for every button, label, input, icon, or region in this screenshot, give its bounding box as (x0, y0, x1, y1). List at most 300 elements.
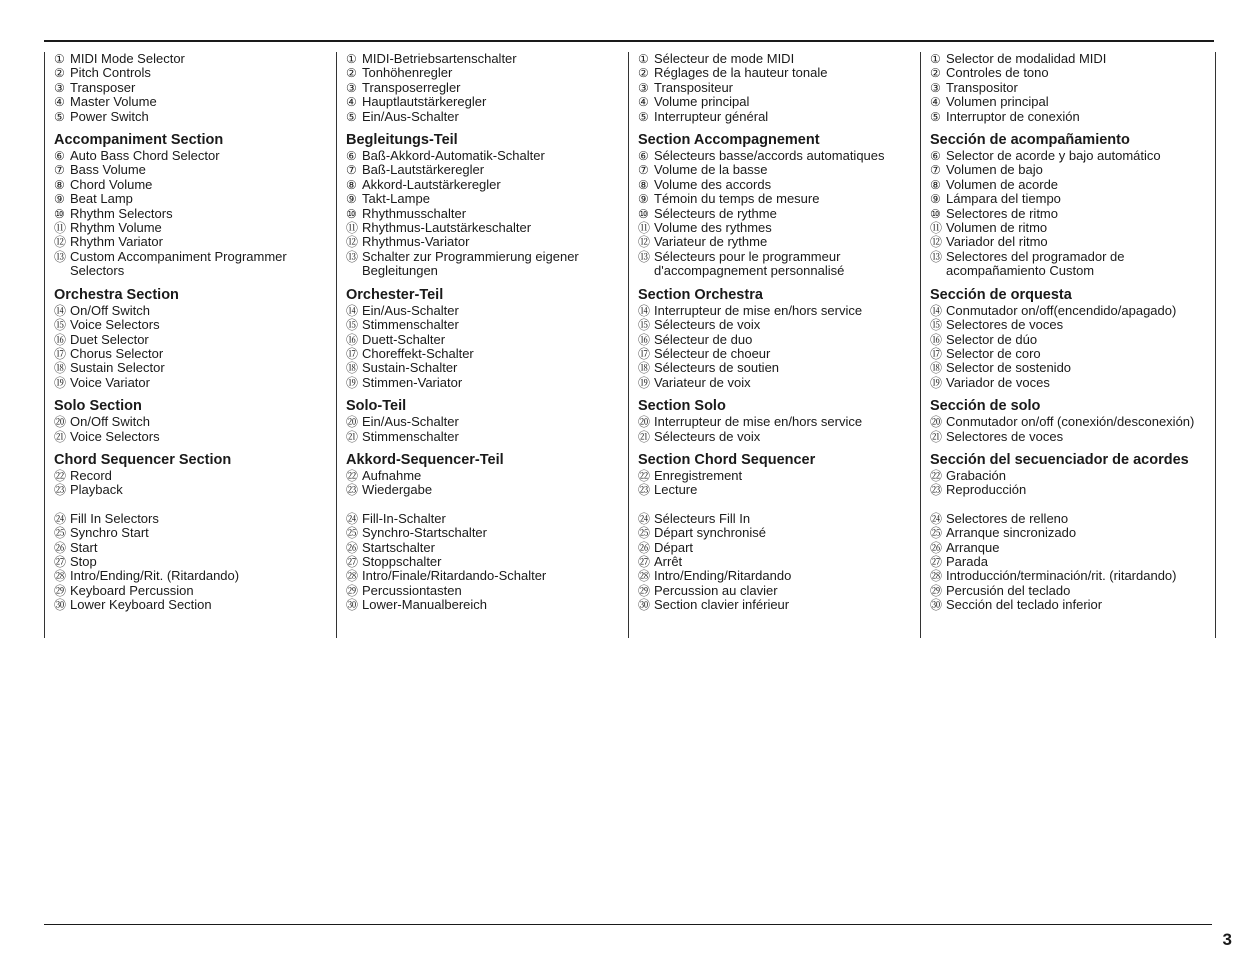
item-number: ㉘ (930, 569, 943, 584)
list-item (346, 318, 601, 332)
list-item (930, 250, 1215, 279)
list-item (930, 318, 1215, 332)
item-label: On/Off Switch (70, 302, 150, 318)
list-item (54, 555, 309, 569)
list-item (54, 95, 309, 109)
item-label: Akkord-Lautstärkeregler (362, 176, 501, 192)
item-number: ㉖ (638, 540, 651, 555)
item-label: Sélecteur de mode MIDI (654, 51, 795, 66)
item-number: ⑯ (930, 332, 943, 347)
item-number: ㉖ (54, 540, 67, 555)
list-item (346, 376, 601, 390)
item-label: Interrupteur de mise en/hors service (654, 302, 863, 318)
item-label: On/Off Switch (70, 414, 150, 430)
section-gap (930, 498, 1215, 512)
item-number: ⑰ (54, 346, 67, 361)
item-number: ㉗ (638, 554, 651, 569)
item-number: ⑪ (638, 221, 651, 236)
item-label: Reproducción (946, 482, 1027, 498)
item-label: Sélecteurs de soutien (654, 360, 780, 376)
item-number: ⑲ (54, 375, 67, 390)
item-number: ⑯ (346, 332, 359, 347)
item-label: Start (70, 539, 98, 555)
item-label: Selector de sostenido (946, 360, 1072, 376)
item-label: Volume des accords (654, 176, 772, 192)
item-number: ㉚ (638, 598, 651, 613)
item-label: Section clavier inférieur (654, 597, 790, 613)
item-label: Transposerregler (362, 79, 461, 95)
item-number: ④ (346, 95, 357, 110)
item-number: ⑮ (346, 318, 359, 333)
item-label: Sélecteurs de rythme (654, 205, 777, 221)
list-item (346, 541, 601, 555)
list-item (54, 149, 309, 163)
item-label: Selector de acorde y bajo automático (946, 148, 1161, 164)
list-item (930, 376, 1215, 390)
item-number: ⑥ (930, 149, 941, 164)
item-number: ⑳ (930, 415, 943, 430)
item-number: ④ (54, 95, 65, 110)
item-number: ⑳ (638, 415, 651, 430)
item-number: ⑧ (54, 177, 65, 192)
list-item (930, 361, 1215, 375)
item-label: Lower-Manualbereich (362, 597, 488, 613)
list-item (54, 526, 309, 540)
list-item (930, 149, 1215, 163)
item-label: Aufnahme (362, 467, 422, 483)
list-item (54, 347, 309, 361)
item-number: ① (638, 52, 649, 66)
item-label: Sustain Selector (70, 360, 165, 376)
list-item (54, 221, 309, 235)
item-label: Parada (946, 553, 988, 569)
item-number: ⑦ (346, 163, 357, 178)
item-label: Fill-In-Schalter (362, 510, 446, 526)
item-number: ④ (930, 95, 941, 110)
list-item (346, 512, 601, 526)
item-number: ⑭ (346, 303, 359, 318)
item-number: ㉑ (930, 429, 943, 444)
item-number: ㉓ (346, 483, 359, 498)
item-number: ㉔ (638, 511, 651, 526)
list-item (638, 304, 898, 318)
list-item (638, 430, 898, 444)
item-label: Arranque sincronizado (946, 525, 1077, 541)
list-item (638, 569, 898, 583)
list-item (638, 376, 898, 390)
item-label: Percussiontasten (362, 582, 462, 598)
column-french (628, 52, 898, 638)
item-label: Interrupteur de mise en/hors service (654, 414, 863, 430)
list-item (54, 235, 309, 249)
item-label: Startschalter (362, 539, 435, 555)
list-item (638, 149, 898, 163)
list-item (54, 430, 309, 444)
list-item (930, 235, 1215, 249)
item-label: Duett-Schalter (362, 331, 446, 347)
item-label: Playback (70, 482, 123, 498)
item-number: ⑯ (54, 332, 67, 347)
item-number: ⑤ (346, 109, 357, 124)
item-label: Transpositor (946, 79, 1018, 95)
item-label: Conmutador on/off (conexión/desconexión) (946, 414, 1195, 430)
list-item (638, 81, 898, 95)
item-number: ⑲ (930, 375, 943, 390)
item-number: ㉒ (638, 468, 651, 483)
item-number: ③ (346, 80, 357, 95)
item-number: ⑫ (930, 235, 943, 250)
list-item (346, 192, 601, 206)
section-heading: Accompaniment Section (54, 132, 224, 149)
item-label: Stimmen-Variator (362, 374, 463, 390)
list-item (346, 66, 601, 80)
list-item (930, 512, 1215, 526)
section-gap (346, 498, 601, 512)
item-number: ㉒ (346, 468, 359, 483)
item-label: Percussion au clavier (654, 582, 778, 598)
item-number: ⑦ (54, 163, 65, 178)
item-number: ⑰ (930, 346, 943, 361)
item-number: ㉙ (930, 583, 943, 598)
list-item (930, 192, 1215, 206)
list-item (346, 149, 601, 163)
item-number: ⑤ (930, 109, 941, 124)
item-label: Schalter zur Programmierung eigener Begleitungen (362, 248, 579, 279)
item-label: Stimmenschalter (362, 428, 459, 444)
item-number: ㉓ (638, 483, 651, 498)
item-label: Rhythmus-Lautstärkeschalter (362, 220, 532, 236)
item-label: Départ synchronisé (654, 525, 766, 541)
list-item (346, 361, 601, 375)
list-item (346, 52, 601, 66)
item-label: Auto Bass Chord Selector (70, 148, 220, 164)
item-label: Ein/Aus-Schalter (362, 414, 459, 430)
list-item (54, 163, 309, 177)
list-item (638, 178, 898, 192)
item-label: Sélecteurs pour le programmeur d'accompagnement personnalisé (654, 248, 845, 279)
item-number: ⑯ (638, 332, 651, 347)
section-heading: Solo Section (54, 398, 142, 415)
item-label: Lecture (654, 482, 698, 498)
item-label: Lámpara del tiempo (946, 191, 1061, 207)
list-item (638, 555, 898, 569)
item-label: Hauptlautstärkeregler (362, 94, 487, 110)
item-number: ⑪ (346, 221, 359, 236)
item-number: ㉘ (346, 569, 359, 584)
column-english (44, 52, 309, 638)
list-item (346, 469, 601, 483)
item-label: Volumen de bajo (946, 162, 1043, 178)
list-item (54, 178, 309, 192)
list-item (638, 66, 898, 80)
list-item (54, 333, 309, 347)
item-number: ⑬ (346, 249, 359, 264)
item-label: Départ (654, 539, 694, 555)
item-number: ㉓ (54, 483, 67, 498)
item-number: ⑥ (638, 149, 649, 164)
list-item (54, 207, 309, 221)
item-number: ⑫ (638, 235, 651, 250)
item-number: ② (930, 66, 941, 81)
item-number: ⑨ (346, 192, 357, 207)
list-item (346, 555, 601, 569)
item-label: Selectores de relleno (946, 510, 1069, 526)
section-heading: Orchestra Section (54, 286, 179, 303)
item-number: ⑰ (346, 346, 359, 361)
list-item (54, 569, 309, 583)
item-number: ㉚ (930, 598, 943, 613)
item-label: Conmutador on/off(encendido/apagado) (946, 302, 1177, 318)
list-item (638, 415, 898, 429)
item-label: Rhythm Volume (70, 220, 162, 236)
list-item (54, 541, 309, 555)
list-item (638, 483, 898, 497)
item-number: ⑪ (930, 221, 943, 236)
item-number: ⑫ (54, 235, 67, 250)
item-label: Selector de coro (946, 345, 1041, 361)
item-label: Variador de voces (946, 374, 1050, 390)
item-number: ⑦ (930, 163, 941, 178)
item-number: ⑥ (54, 149, 65, 164)
list-item (346, 430, 601, 444)
item-label: Sélecteurs de voix (654, 428, 761, 444)
item-number: ㉗ (930, 554, 943, 569)
item-label: MIDI Mode Selector (70, 51, 185, 66)
list-item (346, 178, 601, 192)
item-number: ① (930, 52, 941, 66)
item-label: Témoin du temps de mesure (654, 191, 820, 207)
item-number: ③ (930, 80, 941, 95)
item-number: ① (346, 52, 357, 66)
list-item (54, 483, 309, 497)
item-number: ⑫ (346, 235, 359, 250)
item-label: Selector de modalidad MIDI (946, 51, 1107, 66)
item-label: Fill In Selectors (70, 510, 159, 526)
section-heading: Orchester-Teil (346, 286, 444, 303)
list-item (54, 512, 309, 526)
item-label: Choreffekt-Schalter (362, 345, 474, 361)
item-label: Beat Lamp (70, 191, 133, 207)
section-heading: Section Solo (638, 398, 726, 415)
item-label: Selectores del programador de acompañamiento Custom (946, 248, 1125, 279)
section-heading: Chord Sequencer Section (54, 451, 232, 468)
list-item (346, 569, 601, 583)
item-label: Keyboard Percussion (70, 582, 194, 598)
item-number: ㉚ (54, 598, 67, 613)
item-label: Stimmenschalter (362, 317, 459, 333)
item-number: ㉔ (930, 511, 943, 526)
item-number: ⑬ (930, 249, 943, 264)
item-number: ㉖ (346, 540, 359, 555)
list-item (54, 318, 309, 332)
list-item (638, 318, 898, 332)
item-number: ⑧ (930, 177, 941, 192)
list-item (54, 584, 309, 598)
list-item (54, 361, 309, 375)
item-label: Sección del teclado inferior (946, 597, 1103, 613)
item-number: ② (638, 66, 649, 81)
item-label: Master Volume (70, 94, 157, 110)
item-number: ⑱ (54, 361, 67, 376)
list-item (930, 347, 1215, 361)
item-number: ⑧ (346, 177, 357, 192)
item-label: Controles de tono (946, 65, 1049, 81)
list-item (930, 555, 1215, 569)
item-label: Tonhöhenregler (362, 65, 453, 81)
item-label: Ein/Aus-Schalter (362, 108, 459, 124)
item-number: ⑱ (346, 361, 359, 376)
list-item (638, 347, 898, 361)
item-label: Réglages de la hauteur tonale (654, 65, 828, 81)
item-number: ㉘ (54, 569, 67, 584)
item-label: MIDI-Betriebsartenschalter (362, 51, 517, 66)
section-heading: Akkord-Sequencer-Teil (346, 451, 504, 468)
item-number: ⑳ (346, 415, 359, 430)
item-number: ⑰ (638, 346, 651, 361)
item-number: ⑩ (54, 206, 65, 221)
item-number: ㉔ (54, 511, 67, 526)
list-item (346, 598, 601, 612)
list-item (930, 483, 1215, 497)
item-label: Arrêt (654, 553, 683, 569)
item-label: Introducción/terminación/rit. (ritardando) (946, 568, 1177, 584)
item-label: Lower Keyboard Section (70, 597, 212, 613)
list-item (346, 333, 601, 347)
item-number: ⑩ (638, 206, 649, 221)
list-item (930, 584, 1215, 598)
item-number: ㉒ (54, 468, 67, 483)
section-heading: Section Orchestra (638, 286, 763, 303)
list-item (930, 526, 1215, 540)
list-item (638, 526, 898, 540)
item-number: ③ (54, 80, 65, 95)
list-item (638, 192, 898, 206)
item-label: Rhythmusschalter (362, 205, 467, 221)
item-label: Voice Variator (70, 374, 150, 390)
item-label: Intro/Ending/Ritardando (654, 568, 792, 584)
list-item (346, 250, 601, 279)
list-item (638, 469, 898, 483)
item-label: Sélecteur de duo (654, 331, 753, 347)
list-item (930, 569, 1215, 583)
item-label: Power Switch (70, 108, 149, 124)
item-label: Ein/Aus-Schalter (362, 302, 459, 318)
item-label: Rhythmus-Variator (362, 234, 470, 250)
item-label: Sélecteurs de voix (654, 317, 761, 333)
item-label: Voice Selectors (70, 428, 160, 444)
item-label: Sélecteurs basse/accords automatiques (654, 148, 885, 164)
item-label: Bass Volume (70, 162, 146, 178)
list-item (346, 81, 601, 95)
list-item (638, 95, 898, 109)
list-item (930, 81, 1215, 95)
item-number: ㉓ (930, 483, 943, 498)
list-item (638, 598, 898, 612)
section-heading: Section Accompagnement (638, 132, 820, 149)
item-number: ⑩ (930, 206, 941, 221)
item-label: Volumen principal (946, 94, 1049, 110)
item-label: Pitch Controls (70, 65, 151, 81)
item-number: ㉕ (930, 526, 943, 541)
item-label: Interrupteur général (654, 108, 769, 124)
item-label: Grabación (946, 467, 1006, 483)
list-item (930, 95, 1215, 109)
item-label: Selectores de voces (946, 428, 1064, 444)
list-item (638, 163, 898, 177)
list-item (346, 304, 601, 318)
list-item (54, 415, 309, 429)
item-label: Baß-Lautstärkeregler (362, 162, 485, 178)
item-label: Sélecteur de choeur (654, 345, 771, 361)
item-number: ⑬ (54, 249, 67, 264)
list-item (638, 333, 898, 347)
item-number: ㉙ (638, 583, 651, 598)
item-number: ㉒ (930, 468, 943, 483)
section-heading: Sección del secuenciador de acordes (930, 451, 1189, 468)
column-german (336, 52, 601, 638)
list-item (638, 541, 898, 555)
item-label: Interruptor de conexión (946, 108, 1080, 124)
list-item (54, 110, 309, 124)
list-item (346, 347, 601, 361)
item-number: ⑩ (346, 206, 357, 221)
item-number: ㉖ (930, 540, 943, 555)
item-number: ⑪ (54, 221, 67, 236)
item-label: Volume des rythmes (654, 220, 772, 236)
item-number: ㉗ (346, 554, 359, 569)
list-item (346, 526, 601, 540)
item-number: ⑤ (54, 109, 65, 124)
item-number: ㉑ (346, 429, 359, 444)
item-label: Transposer (70, 79, 136, 95)
item-number: ㉕ (54, 526, 67, 541)
list-item (638, 584, 898, 598)
item-number: ⑧ (638, 177, 649, 192)
item-number: ② (346, 66, 357, 81)
section-gap (638, 498, 898, 512)
list-item (54, 598, 309, 612)
item-label: Voice Selectors (70, 317, 160, 333)
item-number: ㉕ (638, 526, 651, 541)
item-label: Stop (70, 553, 97, 569)
list-item (930, 430, 1215, 444)
item-label: Sustain-Schalter (362, 360, 458, 376)
list-item (346, 95, 601, 109)
list-item (346, 415, 601, 429)
list-item (54, 81, 309, 95)
list-item (638, 235, 898, 249)
column-spanish (920, 52, 1216, 638)
item-label: Arranque (946, 539, 1000, 555)
item-number: ⑤ (638, 109, 649, 124)
item-number: ⑲ (346, 375, 359, 390)
page-number: 3 (1222, 930, 1232, 949)
item-number: ⑭ (930, 303, 943, 318)
item-label: Percusión del teclado (946, 582, 1071, 598)
item-label: Volume principal (654, 94, 750, 110)
item-label: Rhythm Variator (70, 234, 163, 250)
item-number: ⑦ (638, 163, 649, 178)
list-item (346, 584, 601, 598)
item-number: ⑥ (346, 149, 357, 164)
list-item (638, 361, 898, 375)
bottom-rule (44, 924, 1212, 925)
list-item (346, 110, 601, 124)
list-item (930, 52, 1215, 66)
item-number: ㉑ (54, 429, 67, 444)
item-number: ㉕ (346, 526, 359, 541)
item-number: ⑨ (638, 192, 649, 207)
